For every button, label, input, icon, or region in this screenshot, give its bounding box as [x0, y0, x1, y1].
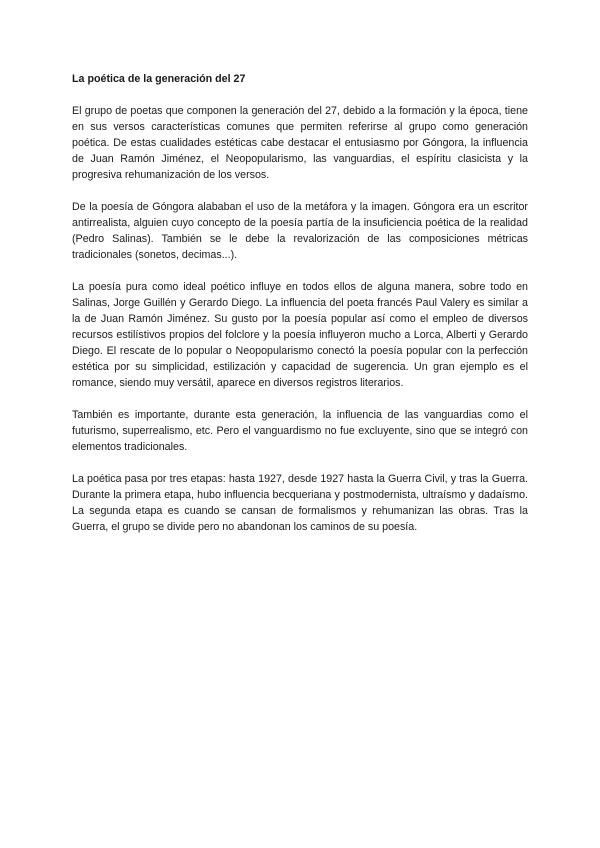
paragraph-gongora: De la poesía de Góngora alababan el uso de la metáfora y la imagen. Góngora era un escritor antirrealista, alguien cuyo concepto de la poesía partía de la insuficiencia poética de la realidad (Pedro Salinas). También se le debe la revalorización de las composiciones métricas tradicionales (sonetos, decimas...).	[72, 201, 528, 261]
paragraph-vanguardias: También es importante, durante esta generación, la influencia de las vanguardias como el futurismo, superrealismo, etc. Pero el vanguardismo no fue excluyente, sino que se integró con elementos tradicionales.	[72, 409, 528, 453]
paragraph-intro: El grupo de poetas que componen la generación del 27, debido a la formación y la época, tiene en sus versos características comunes que permiten referirse al grupo como generación poética. De estas cualidades estéticas cabe destacar el entusiasmo por Góngora, la influencia de Juan Ramón Jiménez, el Neopopularismo, las vanguardias, el espíritu clasicista y la progresiva rehumanización de los versos.	[72, 105, 528, 181]
document-title: La poética de la generación del 27	[72, 73, 246, 85]
paragraph-poesia-pura: La poesía pura como ideal poético influye en todos ellos de alguna manera, sobre todo en Salinas, Jorge Guillén y Gerardo Diego. La influencia del poeta francés Paul Valery es similar a la de Juan Ramón Jiménez. Su gusto por la poesía popular así como el empleo de diversos recursos estilístivos propios del folclore y la poesía influyeron mucho a Lorca, Alberti y Gerardo Diego. El rescate de lo popular o Neopopularismo conectó la poesía popular con la perfección estética por su simplicidad, estilización y capacidad de sugerencia. Un gran ejemplo es el romance, siendo muy versátil, aparece en diversos registros literarios.	[72, 281, 528, 389]
paragraph-etapas: La poética pasa por tres etapas: hasta 1927, desde 1927 hasta la Guerra Civil, y tras la Guerra. Durante la primera etapa, hubo influencia becqueriana y postmodernista, ultraísmo y dadaísmo. La segunda etapa es cuando se cansan de formalismos y rehumanizan las obras. Tras la Guerra, el grupo se divide pero no abandonan los caminos de su poesía.	[72, 473, 528, 533]
document-body	[72, 71, 528, 551]
